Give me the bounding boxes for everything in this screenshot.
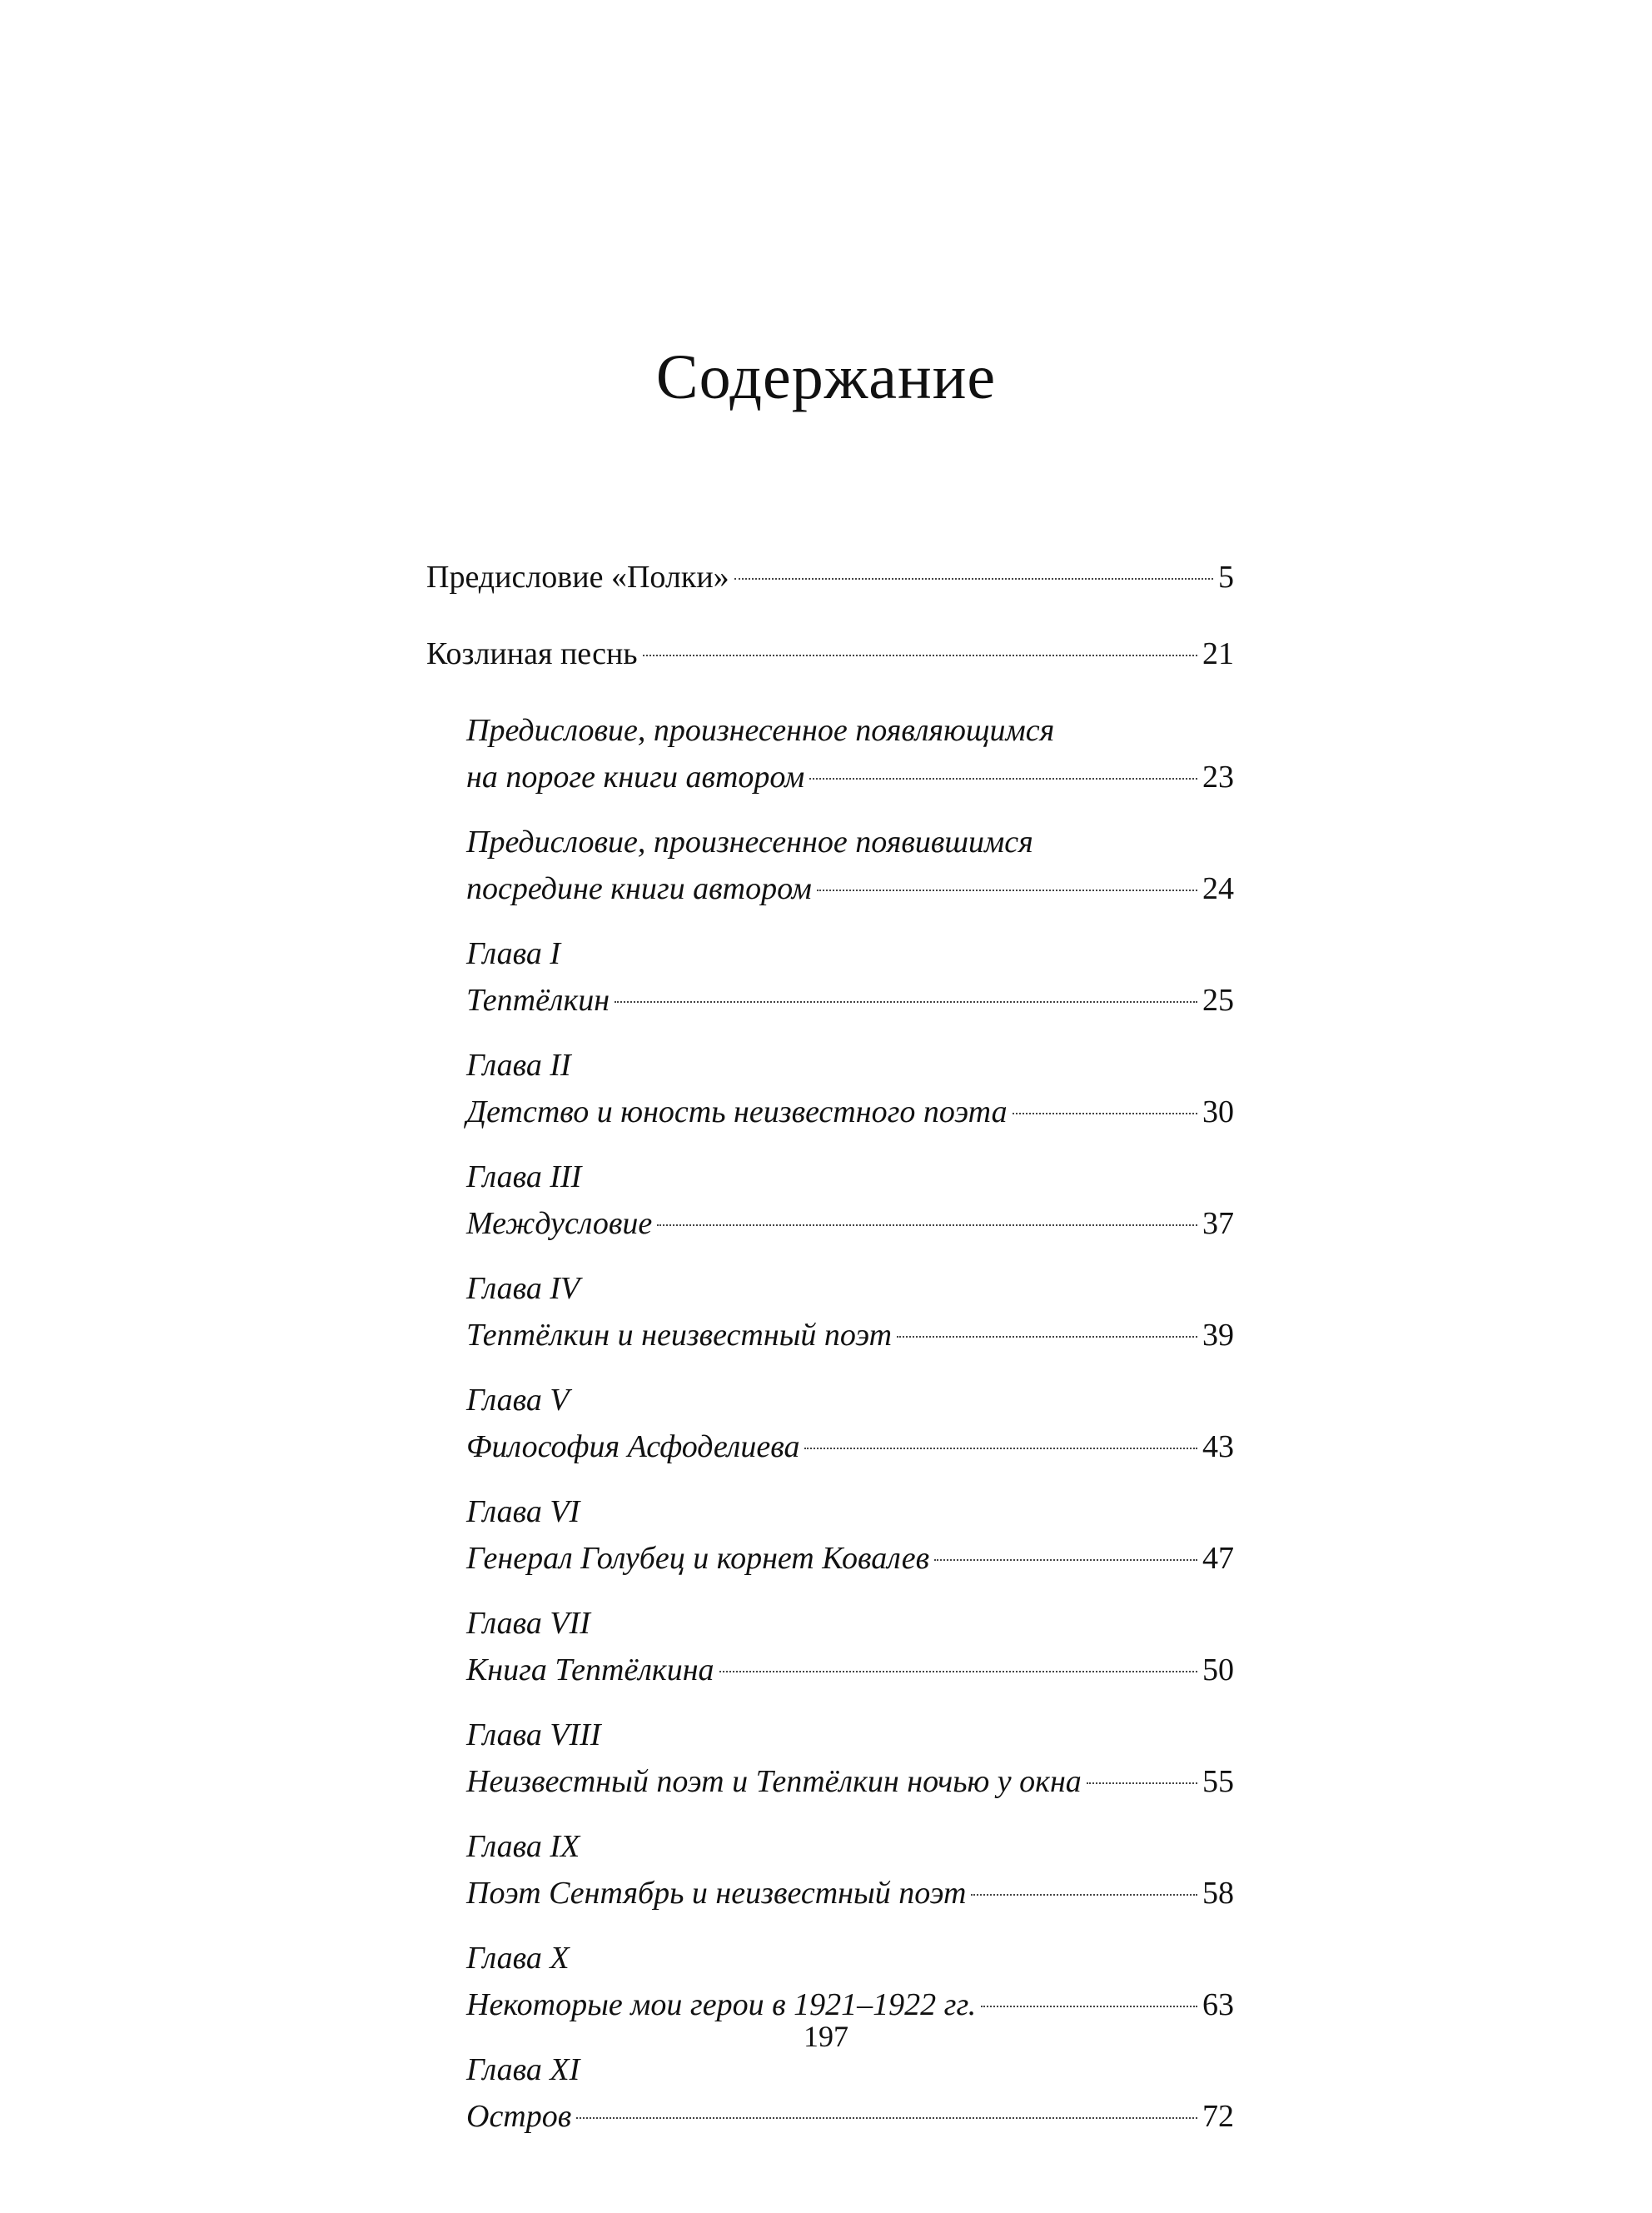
toc-entry-line — [466, 1535, 1234, 1582]
toc-entry-heading: Глава IX — [466, 1829, 580, 1864]
toc-entry — [426, 554, 1234, 601]
toc-entry-line — [466, 1089, 1234, 1135]
toc-entry-line — [466, 2093, 1234, 2140]
dot-leader — [643, 655, 1197, 656]
toc-entry-title: Междусловие — [466, 1206, 653, 1241]
toc-entry-heading: Глава VI — [466, 1494, 580, 1529]
toc-entry-heading: Глава V — [466, 1383, 570, 1418]
toc-entry-title: Тептёлкин и неизвестный поэт — [466, 1318, 893, 1353]
toc-page-number: 39 — [1202, 1318, 1234, 1353]
toc-entry — [466, 1600, 1234, 1693]
toc-entry-title: Книга Тептёлкина — [466, 1652, 714, 1687]
toc-page-number: 50 — [1202, 1652, 1234, 1687]
toc-entry-title: Генерал Голубец и корнет Ковалев — [466, 1541, 930, 1576]
dot-leader — [897, 1336, 1197, 1338]
toc-entry-heading: Глава II — [466, 1048, 571, 1083]
toc-entry-line — [466, 1312, 1234, 1358]
dot-leader — [1087, 1782, 1197, 1784]
toc-entry — [466, 1265, 1234, 1358]
toc-entry — [466, 1488, 1234, 1582]
toc-entry-line — [466, 1647, 1234, 1693]
dot-leader — [981, 2006, 1197, 2007]
toc-page-number: 23 — [1202, 760, 1234, 795]
dot-leader — [804, 1448, 1197, 1449]
toc-entry — [466, 1042, 1234, 1135]
toc-entry-title: Некоторые мои герои в 1921–1922 гг. — [466, 1987, 977, 2022]
toc-entry-line — [466, 754, 1234, 800]
dot-leader — [576, 2117, 1197, 2119]
dot-leader — [934, 1559, 1197, 1561]
toc-entry-line — [466, 1758, 1234, 1805]
toc-entry-heading: Глава I — [466, 936, 561, 971]
page-number: 197 — [804, 2020, 848, 2053]
toc-entry-title: посредине книги автором — [466, 871, 812, 906]
toc-entry-title: на пороге книги автором — [466, 760, 805, 795]
toc-entry-line — [466, 865, 1234, 912]
toc-entry — [466, 2046, 1234, 2140]
dot-leader — [719, 1671, 1197, 1672]
toc-page-number: 63 — [1202, 1987, 1234, 2022]
toc-page-number: 43 — [1202, 1429, 1234, 1464]
toc-entry — [466, 1935, 1234, 2028]
toc-entry-title: Предисловие «Полки» — [426, 560, 729, 595]
toc-entry-heading: Предисловие, произнесенное появившимся — [466, 825, 1033, 860]
toc-entry — [466, 930, 1234, 1024]
toc-entry-title: Философия Асфоделиева — [466, 1429, 800, 1464]
toc-page-number: 24 — [1202, 871, 1234, 906]
page-title: Содержание — [655, 342, 997, 412]
toc-entry-title: Козлиная песнь — [426, 636, 638, 671]
toc-entry-line — [466, 1423, 1234, 1470]
dot-leader — [657, 1224, 1197, 1226]
toc-entry-heading: Предисловие, произнесенное появляющимся — [466, 713, 1055, 748]
toc-entry-heading: Глава IV — [466, 1271, 580, 1306]
toc-entry-title: Остров — [466, 2099, 572, 2134]
toc-entry — [426, 631, 1234, 677]
toc-page-number: 72 — [1202, 2099, 1234, 2134]
toc-entry-heading: Глава X — [466, 1941, 570, 1976]
toc-page-number: 5 — [1218, 560, 1234, 595]
dot-leader — [817, 890, 1197, 891]
toc-entry-title: Тептёлкин — [466, 983, 610, 1018]
toc-entry-heading: Глава VII — [466, 1606, 590, 1641]
toc-entry — [466, 1377, 1234, 1470]
toc-entry — [466, 1712, 1234, 1805]
dot-leader — [734, 578, 1213, 580]
dot-leader — [1013, 1113, 1197, 1114]
table-of-contents — [426, 554, 1234, 2158]
toc-entry-line — [466, 1870, 1234, 1916]
toc-entry — [466, 1823, 1234, 1916]
dot-leader — [615, 1001, 1197, 1003]
toc-entry-line — [426, 631, 1234, 677]
toc-entry-heading: Глава XI — [466, 2052, 580, 2087]
toc-page-number: 21 — [1202, 636, 1234, 671]
toc-entry-line — [426, 554, 1234, 601]
toc-page-number: 37 — [1202, 1206, 1234, 1241]
toc-entry — [466, 819, 1234, 912]
toc-entry-heading: Глава VIII — [466, 1717, 601, 1752]
toc-page-number: 55 — [1202, 1764, 1234, 1799]
toc-entry — [466, 707, 1234, 800]
toc-page-number: 30 — [1202, 1094, 1234, 1129]
dot-leader — [971, 1894, 1197, 1896]
toc-entry-heading: Глава III — [466, 1159, 582, 1194]
toc-page-number: 47 — [1202, 1541, 1234, 1576]
toc-entry-title: Детство и юность неизвестного поэта — [466, 1094, 1008, 1129]
toc-entry-line — [466, 977, 1234, 1024]
dot-leader — [809, 778, 1197, 780]
toc-entry-title: Поэт Сентябрь и неизвестный поэт — [466, 1876, 967, 1911]
toc-entry-line — [466, 1200, 1234, 1247]
toc-page-number: 25 — [1202, 983, 1234, 1018]
toc-page-number: 58 — [1202, 1876, 1234, 1911]
toc-entry-title: Неизвестный поэт и Тептёлкин ночью у окна — [466, 1764, 1082, 1799]
toc-entry — [466, 1154, 1234, 1247]
